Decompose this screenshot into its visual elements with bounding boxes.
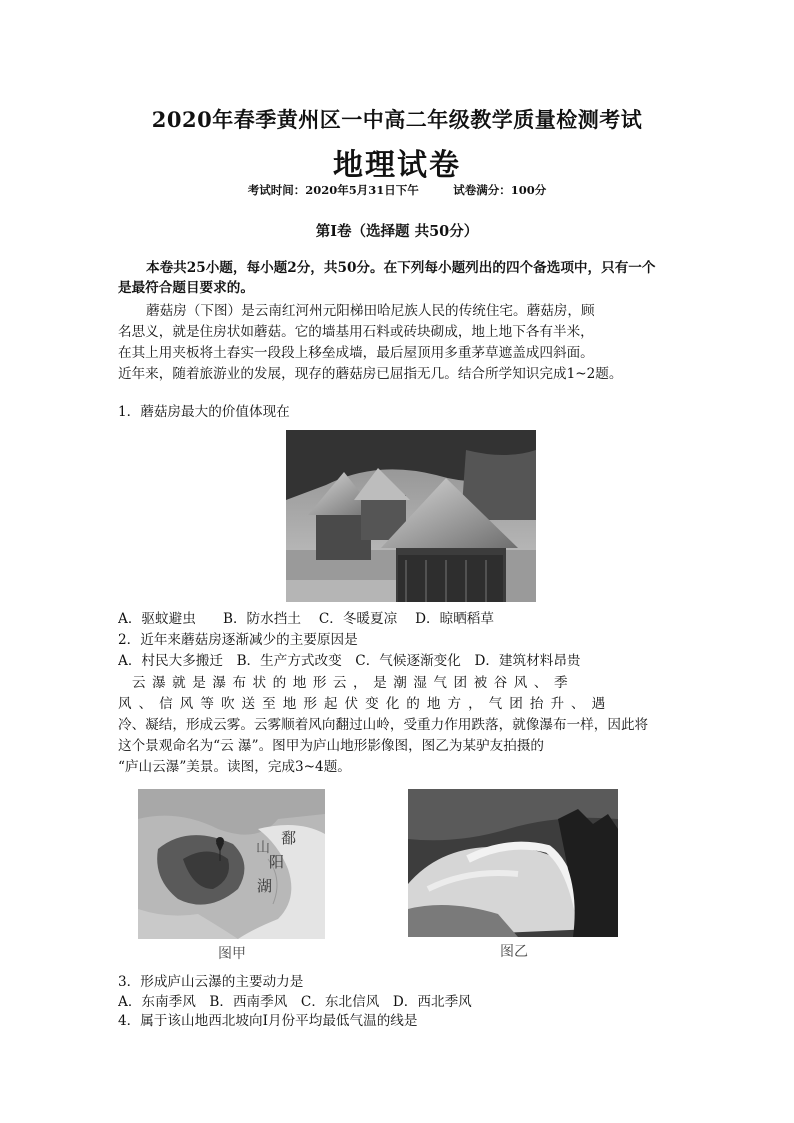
map-label-mountain: 山 [256, 840, 270, 856]
q2-stem: 2．近年来蘑菇房逐渐减少的主要原因是 [118, 632, 358, 648]
passage1-line-4: 近年来，随着旅游业的发展，现存的蘑菇房已屈指无几。结合所学知识完成1~2题。 [118, 366, 623, 382]
subject-title: 地理试卷 [333, 148, 461, 183]
passage2-line-3: 冷、凝结，形成云雾。云雾顺着风向翻过山岭，受重力作用跌落，就像瀑布一样，因此将 [118, 717, 649, 733]
q3-stem: 3．形成庐山云瀑的主要动力是 [118, 974, 304, 990]
mushroom-house-photo [286, 430, 536, 602]
q3-options: A．东南季风 B．西南季风 C．东北信风 D．西北季风 [118, 994, 472, 1010]
map-label-hu: 湖 [257, 877, 273, 895]
passage1-line-2: 名思义，就是住房状如蘑菇。它的墙基用石料或砖块砌成，地上地下各有半米， [118, 324, 594, 340]
q1-options: A．驱蚊避虫 B．防水挡土 C．冬暖夏凉 D．晾晒稻草 [118, 611, 494, 627]
caption-figure-b: 图乙 [500, 944, 528, 960]
figure-a-map [138, 789, 325, 939]
passage2-line-5: “庐山云瀑”美景。读图，完成3~4题。 [118, 759, 351, 775]
instructions-line-2: 是最符合题目要求的。 [118, 280, 254, 296]
exam-time: 考试时间：2020年5月31日下午 [247, 183, 419, 197]
map-label-po: 鄱 [281, 829, 297, 847]
q2-options: A．村民大多搬迁 B．生产方式改变 C．气候逐渐变化 D．建筑材料昂贵 [118, 653, 581, 669]
lushan-cloud-waterfall-image [408, 789, 618, 937]
figure-b-photo [408, 789, 618, 937]
section-title: 第Ⅰ卷（选择题 共50分） [315, 223, 479, 240]
map-label-yang: 阳 [269, 853, 285, 871]
exam-title: 2020年春季黄州区一中高二年级教学质量检测考试 [151, 107, 643, 132]
exam-meta [0, 182, 794, 198]
q4-stem: 4．属于该山地西北坡向Ⅰ月份平均最低气温的线是 [118, 1013, 418, 1029]
passage2-line-2: 风、信风等吹送至地形起伏变化的地方，气团抬升、遇 [118, 696, 613, 712]
passage2-line-4: 这个景观命名为“云 瀑”。图甲为庐山地形影像图，图乙为某驴友拍摄的 [118, 738, 545, 754]
full-score: 试卷满分：100分 [453, 183, 547, 197]
instructions-line-1: 本卷共25小题，每小题2分，共50分。在下列每小题列出的四个备选项中，只有一个 [146, 260, 656, 276]
caption-figure-a: 图甲 [218, 946, 246, 962]
lushan-terrain-map [138, 789, 325, 939]
passage2-line-1: 云瀑就是瀑布状的地形云，是潮湿气团被谷风、季 [132, 675, 575, 691]
passage1-line-3: 在其上用夹板将土舂实一段段上移垒成墙，最后屋顶用多重茅草遮盖成四斜面。 [118, 345, 594, 361]
passage1-line-1: 蘑菇房（下图）是云南红河州元阳梯田哈尼族人民的传统住宅。蘑菇房，顾 [146, 303, 595, 319]
mushroom-house-image [286, 430, 536, 602]
q1-stem: 1．蘑菇房最大的价值体现在 [118, 404, 290, 420]
